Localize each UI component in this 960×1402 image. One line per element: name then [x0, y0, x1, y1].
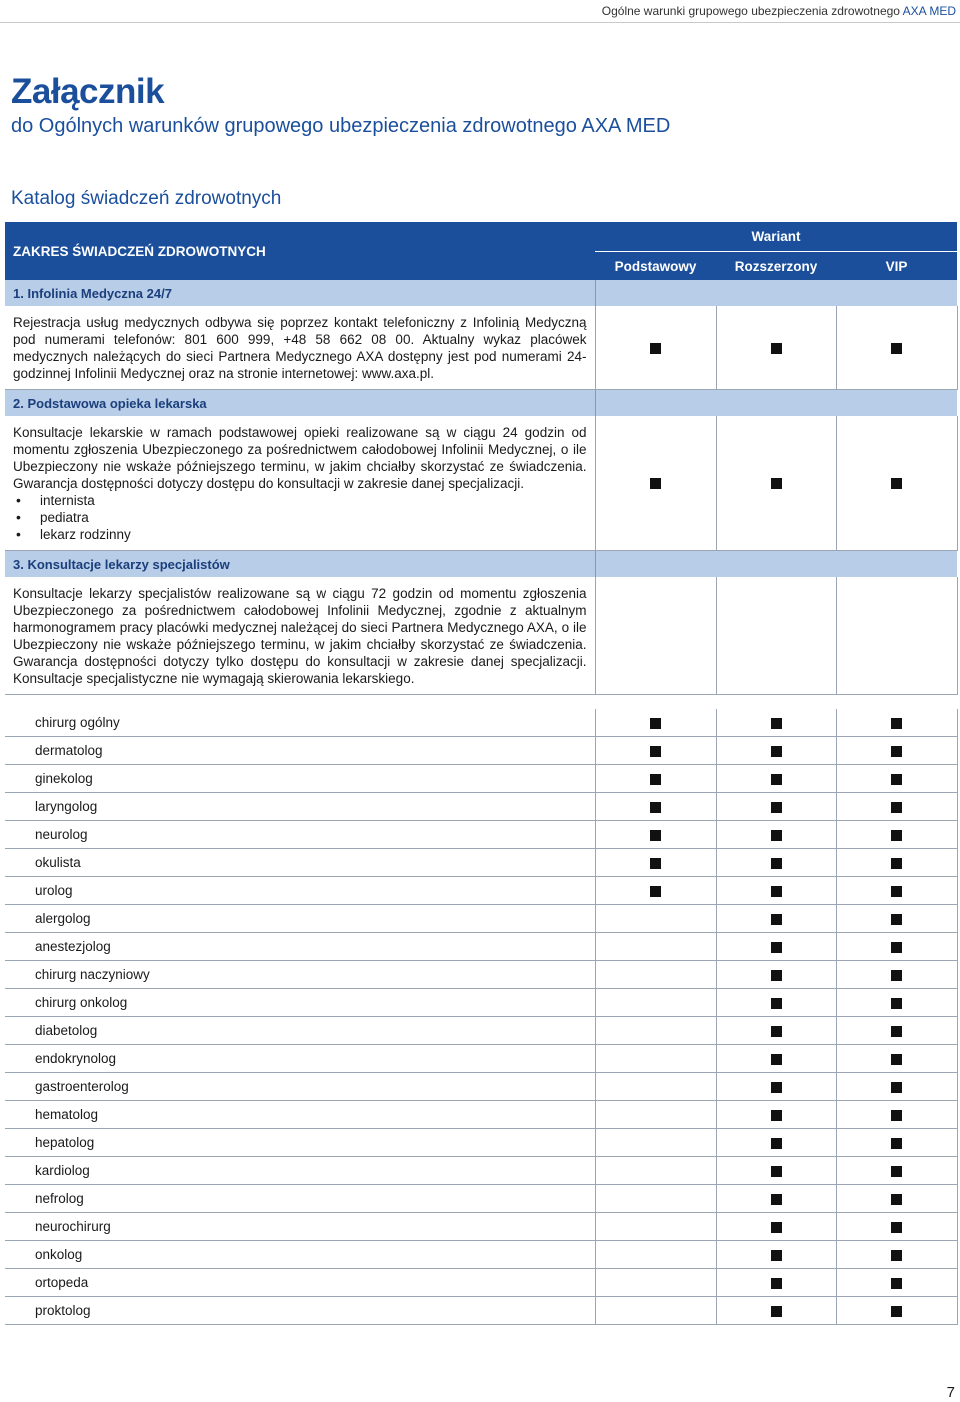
included-mark [771, 998, 782, 1009]
included-mark [891, 830, 902, 841]
section-description-row-1 [5, 306, 957, 390]
not-included [650, 1304, 661, 1315]
section-description-row-2 [5, 416, 957, 551]
specialist-name: okulista [5, 849, 595, 877]
included-mark [891, 998, 902, 1009]
not-included [650, 1080, 661, 1091]
specialist-name: endokrynolog [5, 1045, 595, 1073]
list-item: • pediatra [13, 509, 587, 526]
catalog-title: Katalog świadczeń zdrowotnych [11, 188, 282, 209]
included-mark [771, 1138, 782, 1149]
list-item: • internista [13, 492, 587, 509]
list-item: • lekarz rodzinny [13, 526, 587, 543]
table-row [5, 961, 957, 989]
section-description: Konsultacje lekarzy specjalistów realizowane są w ciągu 72 godzin od momentu zgłoszenia Ubezpieczonego za pośrednictwem całodobowej Infolinii Medycznej, zgodnie z aktualnym harmonogramem pracy placówki medycznej należącej do sieci Partnera Medycznego AXA, o ile Ubezpieczony nie wskaże późniejszego terminu, w jakim chciałby skorzystać ze świadczenia. Gwarancja dostępności dotyczy tylko dostępu do konsultacji w zakresie danej specjalizacji. Konsultacje specjalistyczne nie wymagają skierowania lekarskiego. [5, 577, 595, 695]
included-mark [650, 830, 661, 841]
included-mark [650, 802, 661, 813]
included-mark [891, 1250, 902, 1261]
included-mark [771, 802, 782, 813]
specialist-name: onkolog [5, 1241, 595, 1269]
specialist-name: neurolog [5, 821, 595, 849]
section-title: 1. Infolinia Medyczna 24/7 [13, 285, 172, 301]
specialist-name: chirurg ogólny [5, 709, 595, 737]
column-header-rozszerzony: Rozszerzony [734, 258, 818, 274]
not-included [650, 1136, 661, 1147]
included-mark [891, 343, 902, 354]
not-included [650, 1248, 661, 1259]
not-included [650, 940, 661, 951]
included-mark [891, 718, 902, 729]
included-mark [891, 886, 902, 897]
included-mark [891, 858, 902, 869]
specialist-name: chirurg naczyniowy [5, 961, 595, 989]
table-row [5, 1045, 957, 1073]
included-mark [771, 1306, 782, 1317]
included-mark [650, 774, 661, 785]
specialist-name: proktolog [5, 1297, 595, 1325]
table-row [5, 1213, 957, 1241]
included-mark [771, 718, 782, 729]
not-included [650, 1192, 661, 1203]
not-included [650, 1052, 661, 1063]
specialist-name: gastroenterolog [5, 1073, 595, 1101]
included-mark [771, 830, 782, 841]
table-row [5, 1129, 957, 1157]
table-row [5, 989, 957, 1017]
running-header-brand: AXA MED [902, 4, 956, 18]
included-mark [891, 1306, 902, 1317]
included-mark [771, 914, 782, 925]
included-mark [771, 1026, 782, 1037]
included-mark [650, 478, 661, 489]
included-mark [891, 1222, 902, 1233]
included-mark [650, 718, 661, 729]
specialist-name: anestezjolog [5, 933, 595, 961]
not-included [650, 912, 661, 923]
included-mark [771, 746, 782, 757]
section-description: Konsultacje lekarskie w ramach podstawowej opieki realizowane są w ciągu 24 godzin od momentu zgłoszenia Ubezpieczonego za pośrednictwem całodobowej Infolinii Medycznej, o ile Ubezpieczony nie wskaże późniejszego terminu, w jakim chciałby skorzystać ze świadczenia. Gwarancja dostępności dotyczy dostępu do konsultacji w zakresie danej specjalizacji. • internista • pediatra • lekarz rodzinny [5, 416, 595, 551]
included-mark [771, 942, 782, 953]
table-row [5, 1185, 957, 1213]
table-row [5, 849, 957, 877]
included-mark [891, 478, 902, 489]
scope-header: ZAKRES ŚWIADCZEŃ ZDROWOTNYCH [13, 243, 266, 259]
table-row [5, 1073, 957, 1101]
section-title: 2. Podstawowa opieka lekarska [13, 395, 207, 411]
section-header-3 [5, 551, 957, 578]
table-row [5, 821, 957, 849]
included-mark [891, 942, 902, 953]
specialist-name: neurochirurg [5, 1213, 595, 1241]
specialist-name: kardiolog [5, 1157, 595, 1185]
running-header [0, 0, 960, 23]
table-row [5, 765, 957, 793]
table-header-row [5, 222, 957, 252]
section-description: Rejestracja usług medycznych odbywa się poprzez kontakt telefoniczny z Infolinią Medyczną pod numerami telefonów: 801 600 999, +48 58 662 08 00. Aktualny wykaz placówek medycznych należących do sieci Partnera Medycznego AXA dostępny jest pod numerami 24-godzinnej Infolinii Medycznej oraz na stronie internetowej: www.axa.pl. [5, 306, 595, 390]
specialist-name: nefrolog [5, 1185, 595, 1213]
included-mark [891, 1110, 902, 1121]
included-mark [891, 970, 902, 981]
included-mark [771, 1110, 782, 1121]
included-mark [891, 1082, 902, 1093]
included-mark [891, 1278, 902, 1289]
bullet-list [13, 492, 587, 543]
specialist-name: laryngolog [5, 793, 595, 821]
column-header-podstawowy: Podstawowy [614, 258, 697, 274]
table-row [5, 1017, 957, 1045]
not-included [650, 968, 661, 979]
specialist-name: urolog [5, 877, 595, 905]
included-mark [771, 1054, 782, 1065]
specialist-name: hematolog [5, 1101, 595, 1129]
section-header-2 [5, 390, 957, 417]
variant-header: Wariant [595, 222, 957, 252]
included-mark [771, 774, 782, 785]
table-row [5, 793, 957, 821]
included-mark [891, 914, 902, 925]
included-mark [771, 886, 782, 897]
section-header-1 [5, 280, 957, 306]
not-included [650, 1220, 661, 1231]
included-mark [891, 774, 902, 785]
table-row [5, 737, 957, 765]
included-mark [771, 343, 782, 354]
included-mark [891, 1054, 902, 1065]
included-mark [771, 1194, 782, 1205]
table-row [5, 1101, 957, 1129]
included-mark [650, 746, 661, 757]
benefits-table [5, 222, 958, 1325]
not-included [650, 1276, 661, 1287]
table-row [5, 1269, 957, 1297]
table-row [5, 905, 957, 933]
table-row [5, 877, 957, 905]
included-mark [891, 746, 902, 757]
included-mark [771, 1250, 782, 1261]
included-mark [771, 1082, 782, 1093]
section-title: 3. Konsultacje lekarzy specjalistów [13, 556, 230, 572]
section-description-row-3 [5, 577, 957, 695]
specialist-name: diabetolog [5, 1017, 595, 1045]
specialist-name: ginekolog [5, 765, 595, 793]
specialist-name: chirurg onkolog [5, 989, 595, 1017]
specialist-name: hepatolog [5, 1129, 595, 1157]
table-row [5, 1297, 957, 1325]
included-mark [771, 1222, 782, 1233]
running-header-text: Ogólne warunki grupowego ubezpieczenia zdrowotnego AXA MED [601, 4, 956, 18]
included-mark [891, 1194, 902, 1205]
table-row [5, 709, 957, 737]
not-included [650, 1164, 661, 1175]
included-mark [891, 1166, 902, 1177]
column-header-vip: VIP [885, 258, 908, 274]
specialist-name: dermatolog [5, 737, 595, 765]
specialist-name: ortopeda [5, 1269, 595, 1297]
included-mark [650, 858, 661, 869]
page-title: Załącznik [11, 72, 165, 111]
not-included [650, 1108, 661, 1119]
specialist-name: alergolog [5, 905, 595, 933]
not-included [650, 1024, 661, 1035]
included-mark [771, 1278, 782, 1289]
table-row [5, 933, 957, 961]
included-mark [891, 1138, 902, 1149]
table-row [5, 1241, 957, 1269]
included-mark [771, 478, 782, 489]
included-mark [650, 886, 661, 897]
included-mark [891, 1026, 902, 1037]
included-mark [891, 802, 902, 813]
page-subtitle: do Ogólnych warunków grupowego ubezpieczenia zdrowotnego AXA MED [11, 115, 671, 137]
included-mark [771, 1166, 782, 1177]
included-mark [771, 858, 782, 869]
included-mark [650, 343, 661, 354]
included-mark [771, 970, 782, 981]
page-number: 7 [946, 1384, 955, 1401]
table-row [5, 1157, 957, 1185]
not-included [650, 996, 661, 1007]
